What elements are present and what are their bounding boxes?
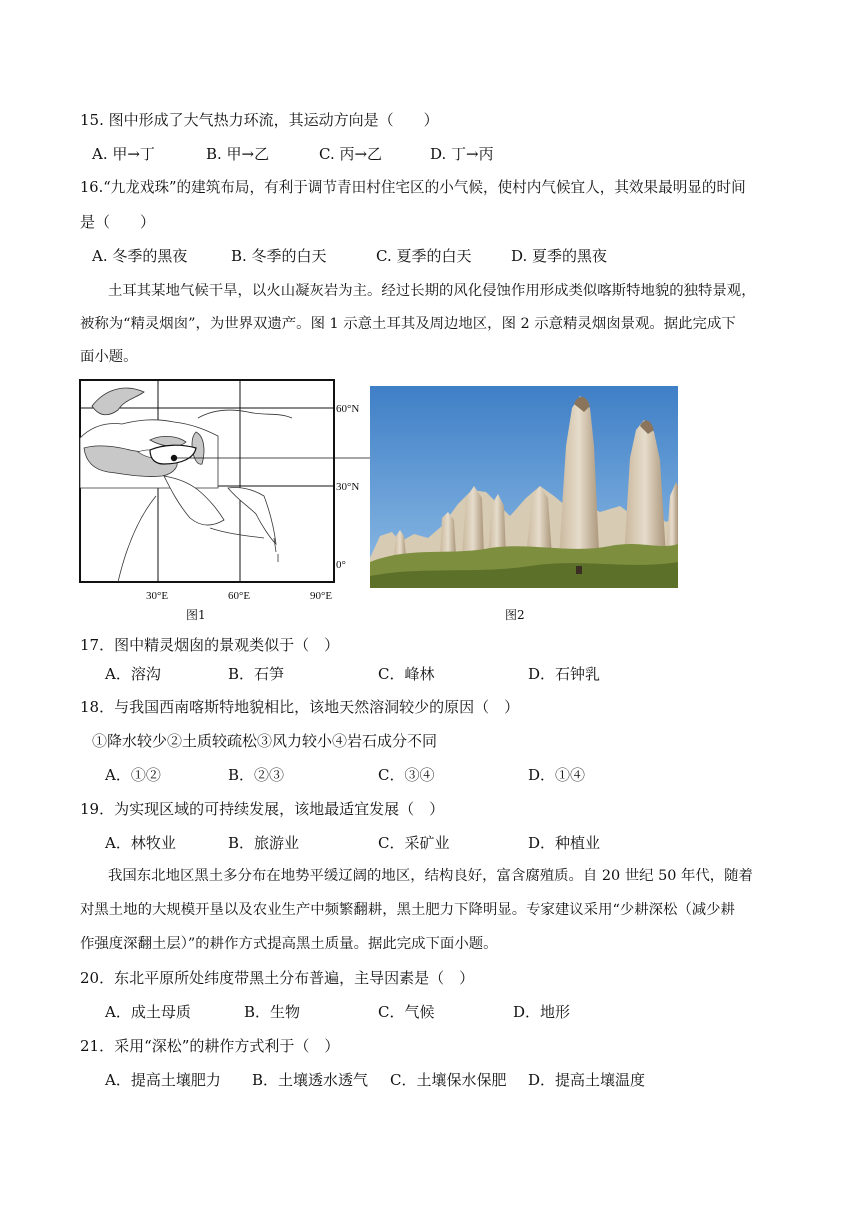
q15-option-b: B. 甲→乙: [206, 145, 270, 163]
q16-stem-line1: 16.“九龙戏珠”的建筑布局，有利于调节青田村住宅区的小气候，使村内气候宜人，其效果最明显的时间: [80, 179, 746, 196]
q20-option-c: C．气候: [378, 1003, 435, 1021]
q17-stem: 17．图中精灵烟囱的景观类似于（ ）: [80, 636, 340, 654]
lat-label-60n: 60°N: [336, 403, 360, 415]
q20-stem: 20．东北平原所处纬度带黑土分布普遍，主导因素是（ ）: [80, 969, 475, 987]
q16-option-b: B. 冬季的白天: [231, 247, 327, 265]
q17-option-a: A．溶沟: [105, 665, 161, 683]
q16-option-c: C. 夏季的白天: [376, 247, 472, 265]
q21-option-d: D．提高土壤温度: [528, 1071, 646, 1089]
figure2-photo: [370, 386, 678, 588]
q21-option-b: B．土壤透水透气: [252, 1071, 369, 1089]
q19-option-b: B．旅游业: [228, 834, 300, 852]
q21-stem: 21．采用“深松”的耕作方式利于（ ）: [80, 1037, 340, 1055]
q15-option-c: C. 丙→乙: [319, 145, 383, 163]
q16-option-a: A. 冬季的黑夜: [92, 247, 188, 265]
q17-option-d: D．石钟乳: [528, 665, 601, 683]
passage2-line1: 我国东北地区黑土多分布在地势平缓辽阔的地区，结构良好，富含腐殖质。自 20 世纪 50 年代，随着: [108, 868, 753, 884]
lon-label-30e: 30°E: [146, 590, 169, 602]
q19-option-c: C．采矿业: [378, 834, 450, 852]
lat-label-30n: 30°N: [336, 481, 360, 493]
q15-option-d: D. 丁→丙: [430, 145, 494, 163]
figure1-map: [78, 378, 378, 588]
q16-stem-line2: 是（ ）: [80, 213, 156, 231]
q19-option-a: A．林牧业: [105, 834, 176, 852]
passage2-line3: 作强度深翻土层）”的耕作方式提高黑土质量。据此完成下面小题。: [80, 936, 498, 952]
q15-option-a: A. 甲→丁: [92, 145, 155, 163]
q19-option-d: D．种植业: [528, 834, 601, 852]
lat-label-0: 0°: [336, 559, 346, 571]
q19-stem: 19．为实现区域的可持续发展，该地最适宜发展（ ）: [80, 800, 445, 818]
lon-label-60e: 60°E: [228, 590, 251, 602]
q20-option-a: A．成土母质: [105, 1003, 191, 1021]
figure1-caption: 图1: [186, 608, 206, 622]
passage1-line1: 土耳其某地气候干旱，以火山凝灰岩为主。经过长期的风化侵蚀作用形成类似喀斯特地貌的独特景观，: [108, 283, 756, 299]
q21-option-c: C．土壤保水保肥: [390, 1071, 507, 1089]
q18-option-d: D．①④: [528, 766, 586, 784]
figure2-caption: 图2: [505, 608, 525, 622]
q16-option-d: D. 夏季的黑夜: [511, 247, 608, 265]
lon-label-90e: 90°E: [310, 590, 333, 602]
q18-option-a: A．①②: [105, 766, 161, 784]
q18-option-b: B．②③: [228, 766, 285, 784]
q17-option-b: B．石笋: [228, 665, 285, 683]
q20-option-b: B．生物: [244, 1003, 301, 1021]
passage1-line2: 被称为“精灵烟囱”，为世界双遗产。图 1 示意土耳其及周边地区，图 2 示意精灵烟囱景观。据此完成下: [80, 316, 736, 332]
q18-statements: ①降水较少②土质较疏松③风力较小④岩石成分不同: [92, 732, 438, 750]
q17-option-c: C．峰林: [378, 665, 435, 683]
passage2-line2: 对黑土地的大规模开垦以及农业生产中频繁翻耕，黑土肥力下降明显。专家建议采用“少耕深松（减少耕: [80, 902, 735, 918]
q15-stem: 15. 图中形成了大气热力环流，其运动方向是（ ）: [80, 111, 439, 129]
q18-stem: 18．与我国西南喀斯特地貌相比，该地天然溶洞较少的原因（ ）: [80, 698, 520, 716]
q18-option-c: C．③④: [378, 766, 435, 784]
passage1-line3: 面小题。: [80, 349, 138, 365]
q20-option-d: D．地形: [513, 1003, 571, 1021]
q21-option-a: A．提高土壤肥力: [105, 1071, 221, 1089]
